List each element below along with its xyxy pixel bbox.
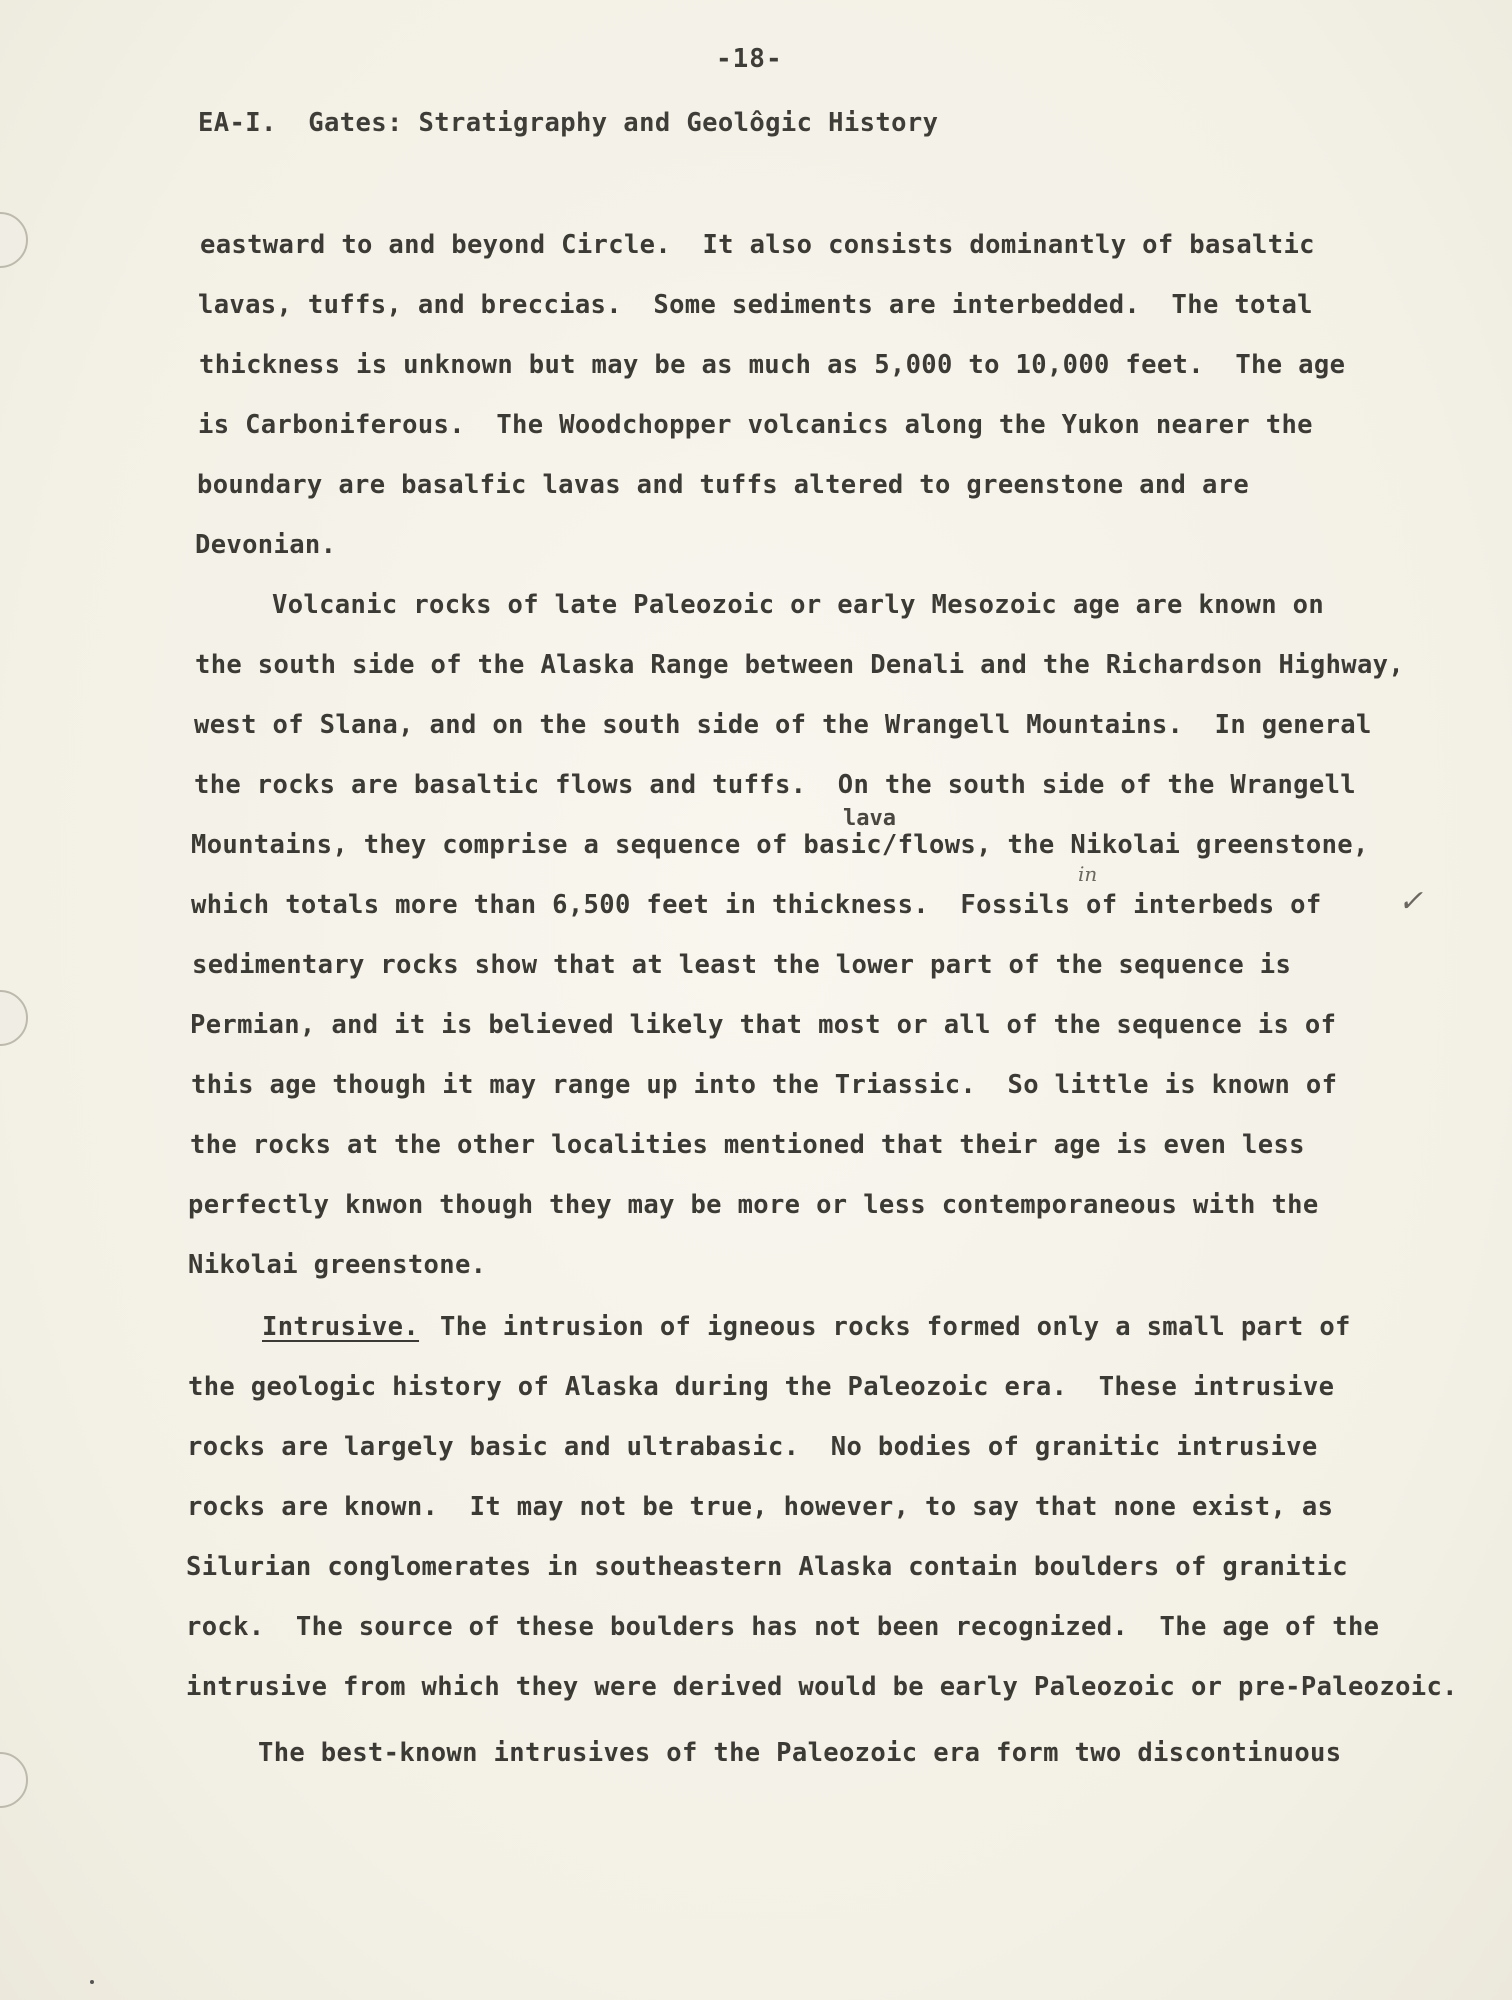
text-line: Permian, and it is believed likely that most or all of the sequence is of <box>190 1010 1337 1040</box>
text-line: Silurian conglomerates in southeastern Alaska contain boulders of granitic <box>186 1552 1348 1582</box>
page-number: -18- <box>716 44 783 74</box>
text-line: intrusive from which they were derived would be early Paleozoic or pre-Paleozoic. <box>186 1672 1458 1702</box>
text-line: the geologic history of Alaska during the Paleozoic era. These intrusive <box>188 1372 1335 1402</box>
running-header: EA-I. Gates: Stratigraphy and Geolôgic History <box>198 108 939 138</box>
text-line: rocks are largely basic and ultrabasic. No bodies of granitic intrusive <box>187 1432 1318 1462</box>
punch-hole <box>0 212 28 268</box>
text-line: eastward to and beyond Circle. It also consists dominantly of basaltic <box>200 230 1315 260</box>
punch-hole <box>0 990 28 1046</box>
text-line: which totals more than 6,500 feet in thickness. Fossils of interbeds of <box>191 890 1322 920</box>
section-heading: Intrusive. <box>262 1312 420 1342</box>
handwritten-correction: in <box>1078 862 1098 886</box>
text-line: rocks are known. It may not be true, however, to say that none exist, as <box>187 1492 1334 1522</box>
text-line: Nikolai greenstone. <box>188 1250 487 1280</box>
text-line: boundary are basalfic lavas and tuffs altered to greenstone and are <box>197 470 1250 500</box>
text-line: Devonian. <box>195 530 337 560</box>
text-line: Volcanic rocks of late Paleozoic or early Mesozoic age are known on <box>272 590 1325 620</box>
speck <box>90 1980 94 1984</box>
text-line: The intrusion of igneous rocks formed only a small part of <box>440 1312 1351 1342</box>
text-line: sedimentary rocks show that at least the lower part of the sequence is <box>192 950 1292 980</box>
text-line: lavas, tuffs, and breccias. Some sediments are interbedded. The total <box>198 290 1313 320</box>
text-line: the rocks are basaltic flows and tuffs. On the south side of the Wrangell <box>194 770 1356 800</box>
text-line: Mountains, they comprise a sequence of basic/flows, the Nikolai greenstone, <box>191 830 1369 860</box>
interlinear-insert: lava <box>843 806 896 831</box>
text-line: the rocks at the other localities mentioned that their age is even less <box>190 1130 1305 1160</box>
text-line: the south side of the Alaska Range between Denali and the Richardson Highway, <box>195 650 1405 680</box>
text-line: The best-known intrusives of the Paleozoic era form two discontinuous <box>258 1738 1342 1768</box>
margin-check: ✓ <box>1398 884 1424 919</box>
text-line: perfectly knwon though they may be more or less contemporaneous with the <box>188 1190 1319 1220</box>
text-line: west of Slana, and on the south side of the Wrangell Mountains. In general <box>194 710 1372 740</box>
text-line: thickness is unknown but may be as much as 5,000 to 10,000 feet. The age <box>199 350 1346 380</box>
text-line: is Carboniferous. The Woodchopper volcanics along the Yukon nearer the <box>198 410 1313 440</box>
punch-hole <box>0 1752 28 1808</box>
text-line: this age though it may range up into the Triassic. So little is known of <box>191 1070 1338 1100</box>
text-line: rock. The source of these boulders has not been recognized. The age of the <box>186 1612 1380 1642</box>
